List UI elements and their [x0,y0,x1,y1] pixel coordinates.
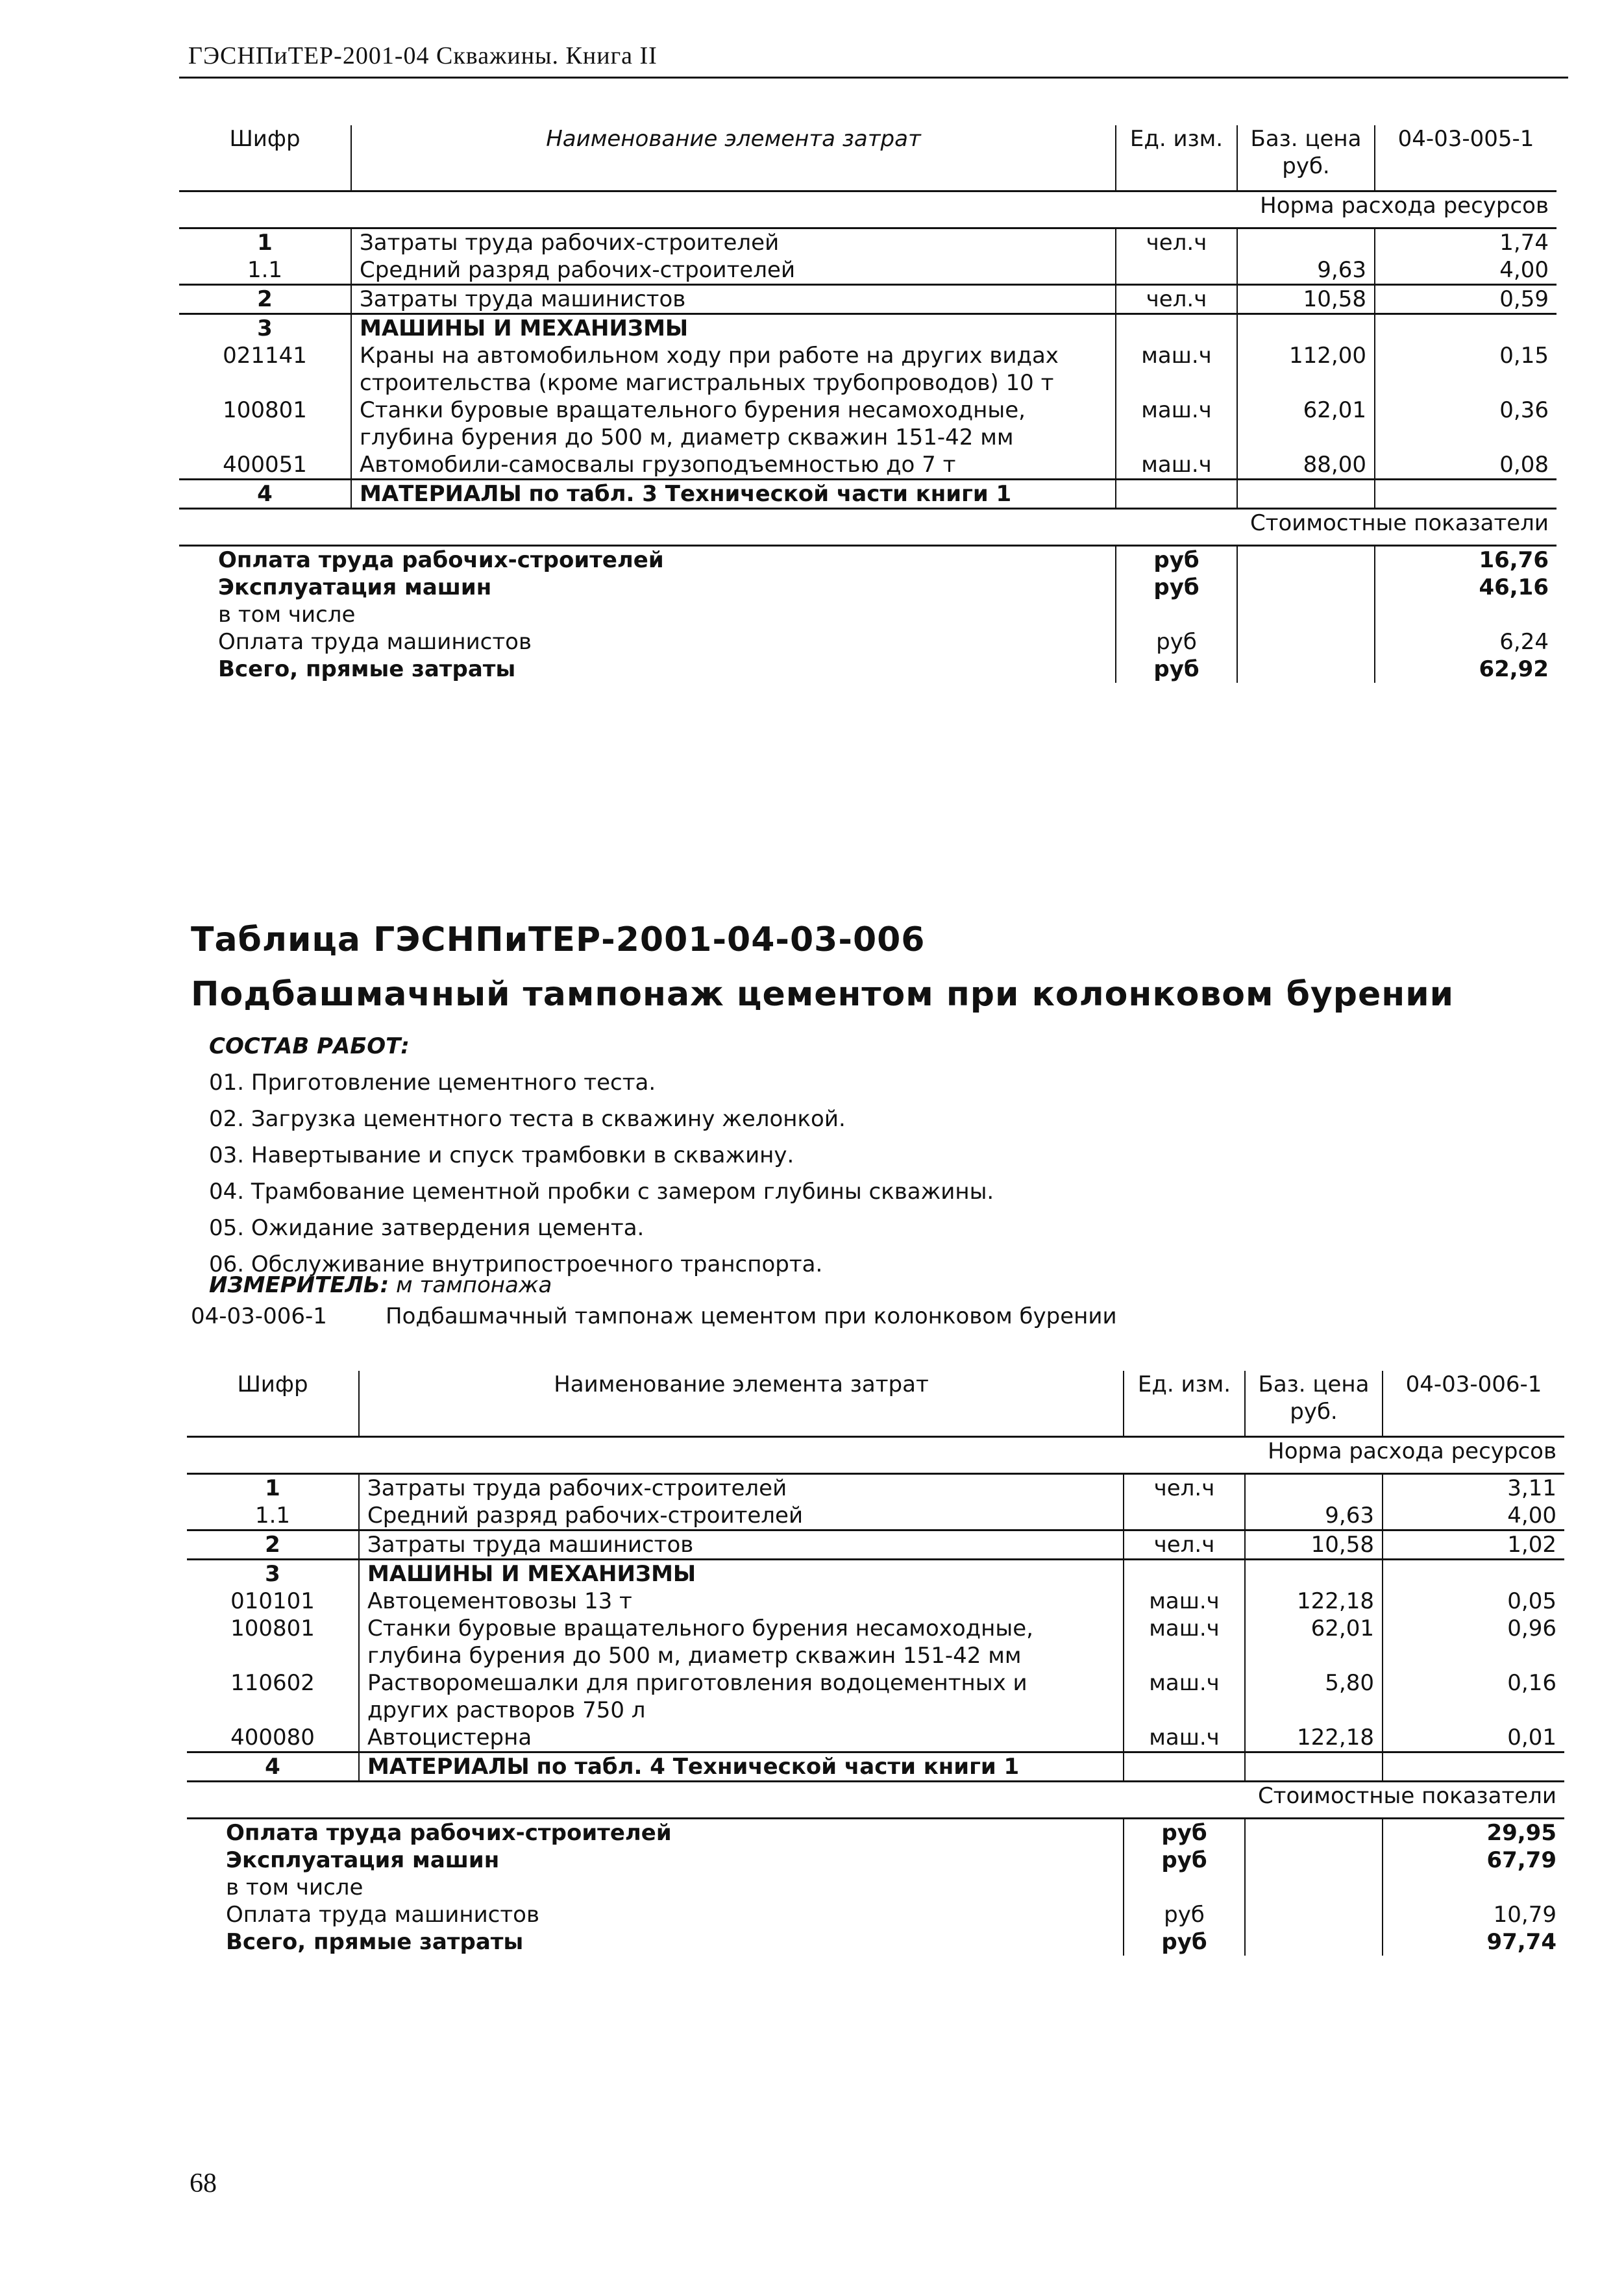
row-code: 1 [179,228,351,257]
row-value [1375,314,1556,343]
summary-row [187,1901,1564,1928]
summary-label: Всего, прямые затраты [218,656,516,682]
summary-value: 10,79 [1383,1901,1564,1928]
row-name: Затраты труда машинистов [359,1530,1124,1560]
summary-label: Оплата труда рабочих-строителей [187,1819,1124,1847]
summary-unit: руб [1116,574,1237,601]
row-price: 62,01 [1237,397,1375,451]
col-header-unit: Ед. изм. [1124,1371,1245,1437]
row-code: 400080 [230,1725,315,1751]
summary-spacer [1245,1847,1383,1874]
row-code: 110602 [230,1670,315,1696]
item-line [191,1303,1117,1329]
norm-caption: Норма расхода ресурсов [187,1437,1564,1474]
row-unit [1116,256,1237,285]
summary-unit: руб [1116,656,1237,683]
row-name: МАШИНЫ И МЕХАНИЗМЫ [359,1560,1124,1588]
row-code: 4 [187,1752,359,1782]
row-name: Затраты труда машинистов [351,285,1116,314]
row-name: Затраты труда рабочих-строителей [351,228,1116,257]
row-name: Средний разряд рабочих-строителей [359,1502,1124,1530]
row-price: 122,18 [1245,1588,1383,1615]
table-row [179,451,1556,480]
row-unit: чел.ч [1124,1474,1245,1503]
work-list [209,1064,994,1283]
summary-spacer [1245,1874,1383,1901]
row-name: Средний разряд рабочих-строителей [351,256,1116,285]
header-rule [179,77,1568,79]
table-subtitle: Подбашмачный тампонаж цементом при колонковом бурении [191,975,1455,1014]
row-code: 3 [179,314,351,343]
table-row [179,342,1556,397]
summary-spacer [1237,546,1375,574]
summary-value: 97,74 [1383,1928,1564,1956]
norm-caption-row [187,1437,1564,1474]
row-price: 112,00 [1237,342,1375,397]
summary-label: Всего, прямые затраты [226,1929,524,1955]
summary-value: 29,95 [1383,1819,1564,1847]
table-row [187,1669,1564,1724]
table-header-row [179,125,1556,191]
row-unit: чел.ч [1116,285,1237,314]
row-unit: маш.ч [1116,451,1237,480]
summary-spacer [1245,1819,1383,1847]
row-code: 010101 [230,1588,315,1614]
table-row [187,1560,1564,1588]
summary-value: 46,16 [1375,574,1556,601]
cost-caption: Стоимостные показатели [179,509,1556,546]
table-title: Таблица ГЭСНПиТЕР-2001-04-03-006 [191,920,926,959]
cost-caption-row [179,509,1556,546]
summary-label: Эксплуатация машин [226,1847,500,1873]
summary-unit: руб [1116,546,1237,574]
row-value: 0,96 [1383,1615,1564,1669]
summary-value: 6,24 [1375,628,1556,656]
row-code: 400051 [223,452,307,478]
table-row [179,397,1556,451]
row-name: Растворомешалки для приготовления водоцементных и других растворов 750 л [359,1669,1124,1724]
row-unit: чел.ч [1116,228,1237,257]
row-name: Станки буровые вращательного бурения несамоходные, глубина бурения до 500 м, диаметр скважин 151-42 мм [359,1615,1124,1669]
row-price [1237,314,1375,343]
row-value: 1,74 [1375,228,1556,257]
summary-unit: руб [1124,1928,1245,1956]
row-code: 1.1 [247,257,283,283]
row-price [1245,1560,1383,1588]
summary-row [187,1819,1564,1847]
list-item: 05. Ожидание затвердения цемента. [209,1215,645,1241]
row-name: Автомобили-самосвалы грузоподъемностью до 7 т [351,451,1116,480]
row-code: 2 [179,285,351,314]
materials-ref: по табл. 3 Технической части книги 1 [528,481,1012,507]
summary-label: Оплата труда машинистов [218,629,532,655]
page-number: 68 [190,2169,217,2198]
list-item: 03. Навертывание и спуск трамбовки в скважину. [209,1142,794,1168]
row-unit: маш.ч [1124,1588,1245,1615]
running-header: ГЭСНПиТЕР-2001-04 Скважины. Книга II [188,42,658,69]
row-unit [1124,1560,1245,1588]
summary-label: Оплата труда рабочих-строителей [179,546,1116,574]
row-code: 3 [187,1560,359,1588]
table-row [187,1724,1564,1752]
materials-label: МАТЕРИАЛЫ [367,1754,530,1780]
cost-caption: Стоимостные показатели [187,1782,1564,1819]
row-code: 021141 [223,343,307,369]
summary-spacer [1237,601,1375,628]
norm-caption-row [179,191,1556,228]
row-value [1375,480,1556,509]
table-row [179,314,1556,343]
row-name: МАШИНЫ И МЕХАНИЗМЫ [351,314,1116,343]
list-item: 06. Обслуживание внутрипостроечного транспорта. [209,1251,823,1277]
summary-unit [1124,1874,1245,1901]
norm-table-005 [179,125,1556,683]
col-header-unit: Ед. изм. [1116,125,1237,191]
row-value: 4,00 [1375,256,1556,285]
row-value: 4,00 [1383,1502,1564,1530]
row-price: 88,00 [1237,451,1375,480]
summary-unit: руб [1124,1847,1245,1874]
materials-ref: по табл. 4 Технической части книги 1 [536,1754,1020,1780]
summary-unit: руб [1116,628,1237,656]
table-row [179,228,1556,257]
summary-row [179,628,1556,656]
row-price: 10,58 [1237,285,1375,314]
summary-unit: руб [1124,1901,1245,1928]
summary-value [1375,601,1556,628]
row-unit [1124,1752,1245,1782]
col-header-name: Наименование элемента затрат [359,1371,1124,1437]
norm-table-006 [187,1371,1564,1956]
row-name: Краны на автомобильном ходу при работе на других видах строительства (кроме магистральных трубопроводов) 10 т [351,342,1116,397]
row-value: 0,01 [1383,1724,1564,1752]
summary-unit: руб [1124,1819,1245,1847]
row-unit: чел.ч [1124,1530,1245,1560]
row-price: 5,80 [1245,1669,1383,1724]
summary-spacer [1237,628,1375,656]
col-header-code: Шифр [237,1371,308,1397]
table-header-row [187,1371,1564,1437]
row-code: 2 [187,1530,359,1560]
norm-caption: Норма расхода ресурсов [179,191,1556,228]
summary-label: Оплата труда машинистов [226,1902,540,1928]
row-unit [1116,480,1237,509]
row-name: Станки буровые вращательного бурения несамоходные, глубина бурения до 500 м, диаметр скважин 151-42 мм [351,397,1116,451]
row-price: 10,58 [1245,1530,1383,1560]
row-price: 9,63 [1245,1502,1383,1530]
summary-row [187,1928,1564,1956]
row-unit [1116,314,1237,343]
table-row [187,1752,1564,1782]
summary-row [187,1847,1564,1874]
table-row [179,285,1556,314]
row-unit: маш.ч [1124,1615,1245,1669]
summary-value: 67,79 [1383,1847,1564,1874]
item-code: 04-03-006-1 [191,1303,327,1329]
row-code: 100801 [223,397,307,423]
summary-spacer [1237,574,1375,601]
table-row [187,1615,1564,1669]
row-price [1245,1474,1383,1503]
row-value: 0,59 [1375,285,1556,314]
summary-row [179,546,1556,574]
row-unit: маш.ч [1124,1669,1245,1724]
row-name: Автоцементовозы 13 т [359,1588,1124,1615]
row-price [1237,228,1375,257]
row-name [351,480,1116,509]
row-unit: маш.ч [1124,1724,1245,1752]
measure-line [209,1272,552,1298]
summary-value: 62,92 [1375,656,1556,683]
summary-row [179,601,1556,628]
row-value [1383,1560,1564,1588]
row-value: 0,05 [1383,1588,1564,1615]
summary-label: в том числе [218,602,356,628]
col-header-name: Наименование элемента затрат [351,125,1116,191]
row-name: Автоцистерна [359,1724,1124,1752]
summary-unit [1116,601,1237,628]
col-header-code: Шифр [229,126,301,152]
row-price [1237,480,1375,509]
summary-spacer [1245,1901,1383,1928]
row-code: 1 [187,1474,359,1503]
summary-spacer [1245,1928,1383,1956]
work-composition-heading: СОСТАВ РАБОТ: [209,1033,410,1059]
col-header-price: Баз. цена руб. [1245,1371,1383,1437]
col-header-norm-code: 04-03-006-1 [1383,1371,1564,1437]
table-row [187,1502,1564,1530]
measure-label: ИЗМЕРИТЕЛЬ: [209,1272,389,1298]
row-unit [1124,1502,1245,1530]
list-item: 02. Загрузка цементного теста в скважину желонкой. [209,1106,846,1132]
list-item: 01. Приготовление цементного теста. [209,1070,656,1096]
row-value: 1,02 [1383,1530,1564,1560]
row-code: 100801 [230,1616,315,1641]
summary-label: в том числе [226,1874,363,1900]
row-price: 62,01 [1245,1615,1383,1669]
summary-value [1383,1874,1564,1901]
row-value: 0,15 [1375,342,1556,397]
summary-row [187,1874,1564,1901]
materials-label: МАТЕРИАЛЫ [360,481,522,507]
summary-row [179,656,1556,683]
row-value: 0,08 [1375,451,1556,480]
row-unit: маш.ч [1116,397,1237,451]
row-value [1383,1752,1564,1782]
summary-value: 16,76 [1375,546,1556,574]
row-value: 0,36 [1375,397,1556,451]
row-value: 0,16 [1383,1669,1564,1724]
measure-value: м тампонажа [396,1272,552,1298]
cost-caption-row [187,1782,1564,1819]
table-row [187,1474,1564,1503]
row-name: Затраты труда рабочих-строителей [359,1474,1124,1503]
col-header-norm-code: 04-03-005-1 [1375,125,1556,191]
table-row [179,480,1556,509]
row-code: 4 [179,480,351,509]
table-row [187,1588,1564,1615]
row-value: 3,11 [1383,1474,1564,1503]
row-name [359,1752,1124,1782]
list-item: 04. Трамбование цементной пробки с замером глубины скважины. [209,1179,994,1205]
table-row [187,1530,1564,1560]
row-price: 9,63 [1237,256,1375,285]
row-code: 1.1 [254,1503,291,1529]
item-name: Подбашмачный тампонаж цементом при колонковом бурении [386,1303,1117,1329]
col-header-price: Баз. цена руб. [1237,125,1375,191]
summary-label: Эксплуатация машин [218,574,492,600]
row-unit: маш.ч [1116,342,1237,397]
summary-spacer [1237,656,1375,683]
table-row [179,256,1556,285]
row-price: 122,18 [1245,1724,1383,1752]
summary-row [179,574,1556,601]
row-price [1245,1752,1383,1782]
